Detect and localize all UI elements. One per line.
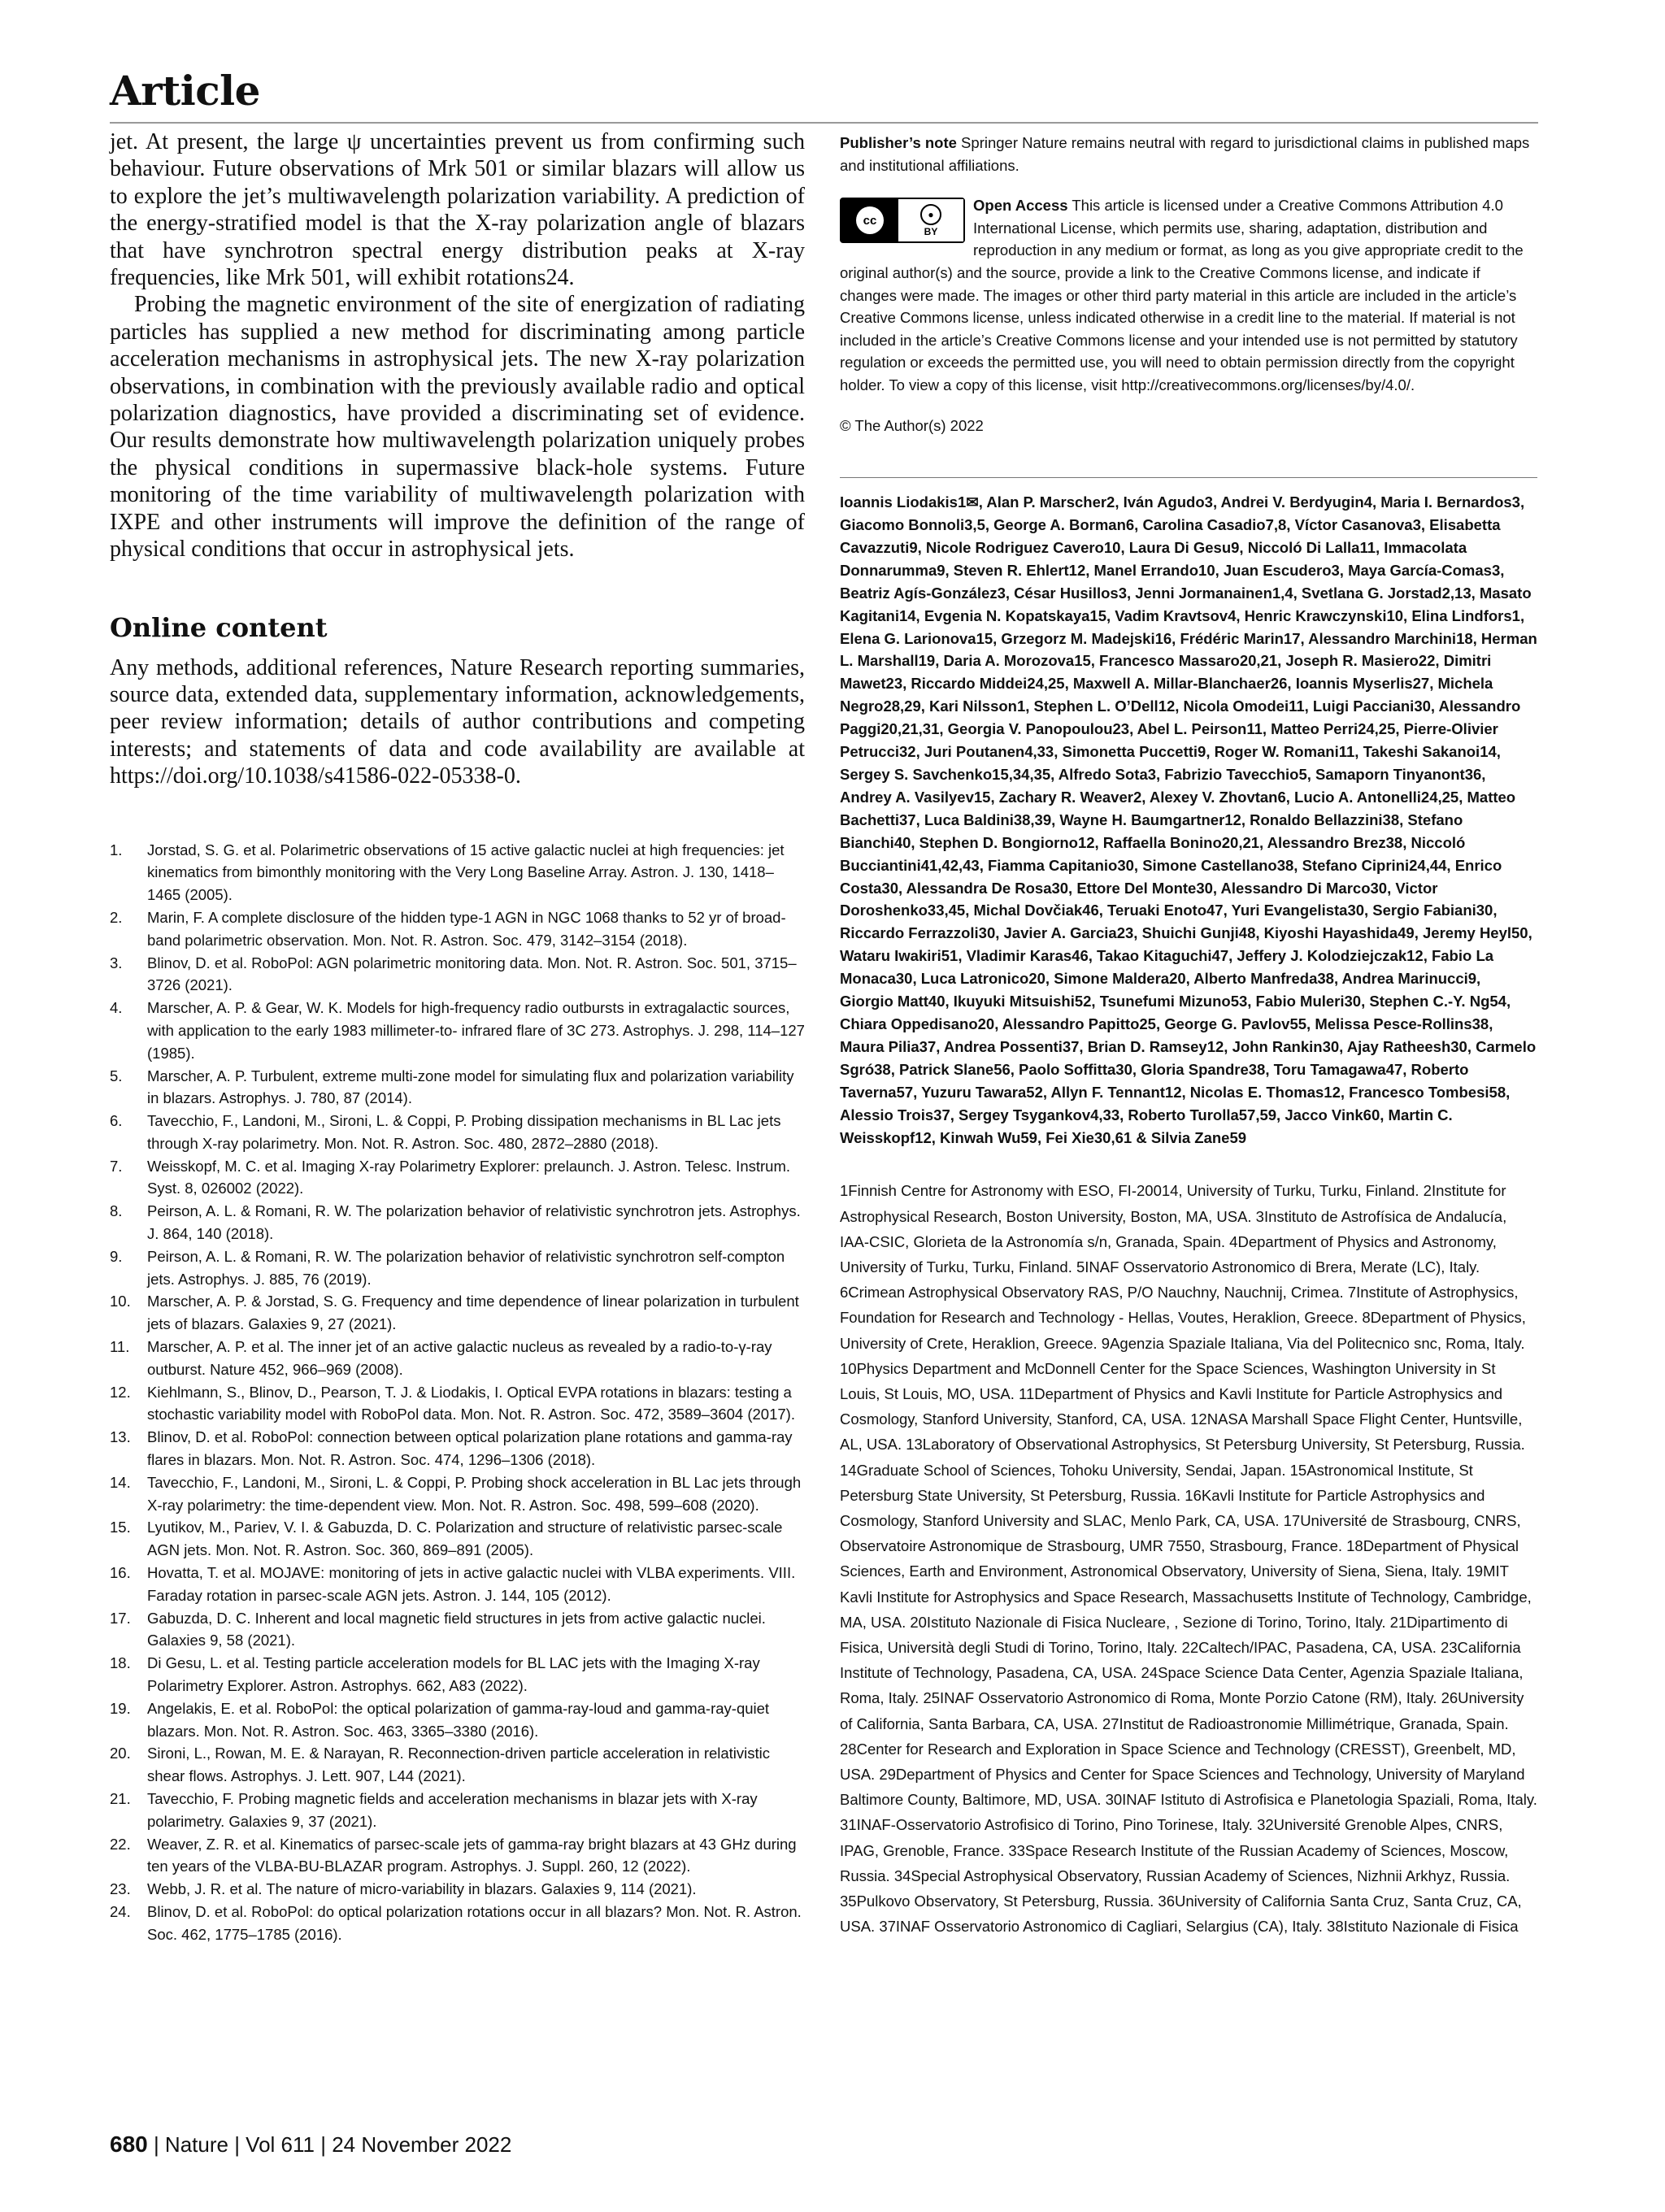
reference-list xyxy=(110,839,805,1946)
reference-number: 4. xyxy=(110,999,123,1017)
online-content-heading: Online content xyxy=(110,611,328,643)
reference-item xyxy=(110,1381,805,1427)
reference-item xyxy=(110,1878,805,1901)
reference-item xyxy=(110,1245,805,1291)
reference-text: Sironi, L., Rowan, M. E. & Narayan, R. Reconnection-driven particle acceleration in relativistic shear flows. Astrophys. J. Lett. 907, L44 (2021). xyxy=(147,1745,771,1785)
reference-text: Marin, F. A complete disclosure of the hidden type-1 AGN in NGC 1068 thanks to 52 yr of broad-band polarimetric observation. Mon. Not. R. Astron. Soc. 479, 3142–3154 (2018). xyxy=(147,908,786,949)
reference-item xyxy=(110,1562,805,1607)
reference-item xyxy=(110,1471,805,1517)
reference-number: 7. xyxy=(110,1157,123,1175)
reference-text: Marscher, A. P. & Gear, W. K. Models for high-frequency radio outbursts in extragalactic sources, with application to the early 1983 millimeter-to- infrared flare of 3C 273. Astrophys. J. 298, 114–127 (1985). xyxy=(147,999,805,1062)
right-column xyxy=(840,132,1537,1940)
page-number: 680 xyxy=(110,2132,148,2157)
reference-number: 2. xyxy=(110,908,123,926)
reference-item xyxy=(110,1788,805,1833)
page-footer xyxy=(110,2132,511,2158)
reference-text: Tavecchio, F., Landoni, M., Sironi, L. & Coppi, P. Probing shock acceleration in BL Lac jets through X-ray polarimetry: the time-dependent view. Mon. Not. R. Astron. Soc. 498, 599–608 (2020). xyxy=(147,1473,802,1514)
reference-item xyxy=(110,1516,805,1562)
open-access-block xyxy=(840,194,1537,396)
by-label: BY xyxy=(924,225,938,237)
affiliation-list: 1Finnish Centre for Astronomy with ESO, FI-20014, University of Turku, Turku, Finland. 2Institute for Astrophysical Research, Boston University, Boston, MA, USA. 3Instituto de Astrofísica de Andalucía, IAA-CSIC, Glorieta de la Astronomía s/n, Granada, Spain. 4Department of Physics and Astronomy, University of Turku, Turku, Finland. 5INAF Osservatorio Astronomico di Brera, Merate (LC), Italy. 6Crimean Astrophysical Observatory RAS, P/O Nauchny, Nauchnij, Crimea. 7Institute of Astrophysics, Foundation for Research and Technology - Hellas, Voutes, Heraklion, Greece. 8Department of Physics, University of Crete, Heraklion, Greece. 9Agenzia Spaziale Italiana, Via del Politecnico snc, Roma, Italy. 10Physics Department and McDonnell Center for the Space Sciences, Washington University in St Louis, St Louis, MO, USA. 11Department of Physics and Kavli Institute for Particle Astrophysics and Cosmology, Stanford University, Stanford, CA, USA. 12NASA Marshall Space Flight Center, Huntsville, AL, USA. 13Laboratory of Observational Astrophysics, St Petersburg University, St Petersburg, Russia. 14Graduate School of Sciences, Tohoku University, Sendai, Japan. 15Astronomical Institute, St Petersburg State University, St Petersburg, Russia. 16Kavli Institute for Particle Astrophysics and Cosmology, Stanford University and SLAC, Menlo Park, CA, USA. 17Université de Strasbourg, CNRS, Observatoire Astronomique de Strasbourg, UMR 7550, Strasbourg, France. 18Department of Physical Sciences, Earth and Environment, Astronomical Observatory, University of Siena, Siena, Italy. 19MIT Kavli Institute for Astrophysics and Space Research, Massachusetts Institute of Technology, Cambridge, MA, USA. 20Istituto Nazionale di Fisica Nucleare, , Sezione di Torino, Torino, Italy. 21Dipartimento di Fisica, Università degli Studi di Torino, Torino, Italy. 22Caltech/IPAC, Pasadena, CA, USA. 23California Institute of Technology, Pasadena, CA, USA. 24Space Science Data Center, Agenzia Spaziale Italiana, Roma, Italy. 25INAF Osservatorio Astronomico di Roma, Monte Porzio Catone (RM), Italy. 26University of California, Santa Barbara, CA, USA. 27Institut de Radioastronomie Millimétrique, Granada, Spain. 28Center for Research and Exploration in Space Science and Technology (CRESST), Greenbelt, MD, USA. 29Department of Physics and Center for Space Sciences and Technology, University of Maryland Baltimore County, Baltimore, MD, USA. 30INAF Istituto di Astrofisica e Planetologia Spaziali, Roma, Italy. 31INAF-Osservatorio Astrofisico di Torino, Pino Torinese, Italy. 32Université Grenoble Alpes, CNRS, IPAG, Grenoble, France. 33Space Research Institute of the Russian Academy of Sciences, Moscow, Russia. 34Special Astrophysical Observatory, Russian Academy of Sciences, Nizhnii Arkhyz, Russia. 35Pulkovo Observatory, St Petersburg, Russia. 36University of California Santa Cruz, Santa Cruz, CA, USA. 37INAF Osservatorio Astronomico di Cagliari, Selargius (CA), Italy. 38Istituto Nazionale di Fisica xyxy=(840,1182,1537,1936)
reference-number: 13. xyxy=(110,1428,131,1446)
left-column xyxy=(110,128,805,1946)
reference-number: 12. xyxy=(110,1383,131,1401)
body-paragraph-1: jet. At present, the large ψ uncertainties prevent us from confirming such behaviour. Future observations of Mrk 501 or similar blazars will allow us to explore the jet’s multiwavelength polarization variability. A prediction of the energy-stratified model is that the X-ray polarization angle of blazars that have synchrotron spectral energy distribution peaks at X-ray frequencies, like Mrk 501, will exhibit rotations24. xyxy=(110,129,805,291)
reference-number: 10. xyxy=(110,1293,131,1310)
reference-text: Angelakis, E. et al. RoboPol: the optical polarization of gamma-ray-loud and gamma-ray-quiet blazars. Mon. Not. R. Astron. Soc. 463, 3365–3380 (2016). xyxy=(147,1699,770,1740)
volume-label: Vol 611 xyxy=(246,2132,315,2157)
footer-separator: | xyxy=(228,2132,246,2157)
author-list: Ioannis Liodakis1✉, Alan P. Marscher2, Iván Agudo3, Andrei V. Berdyugin4, Maria I. Bernardos3, Giacomo Bonnoli3,5, George A. Borman6, Carolina Casadio7,8, Víctor Casanova3, Elisabetta Cavazzuti9, Nicole Rodriguez Cavero10, Laura Di Gesu9, Niccoló Di Lalla11, Immacolata Donnarumma9, Steven R. Ehlert12, Manel Errando10, Juan Escudero3, Maya García-Comas3, Beatriz Agís-González3, César Husillos3, Jenni Jormanainen1,4, Svetlana G. Jorstad2,13, Masato Kagitani14, Evgenia N. Kopatskaya15, Vadim Kravtsov4, Henric Krawczynski10, Elina Lindfors1, Elena G. Larionova15, Grzegorz M. Madejski16, Frédéric Marin17, Alessandro Marchini18, Herman L. Marshall19, Daria A. Morozova15, Francesco Massaro20,21, Joseph R. Masiero22, Dimitri Mawet23, Riccardo Middei24,25, Maxwell A. Millar-Blanchaer26, Ioannis Myserlis27, Michela Negro28,29, Kari Nilsson1, Stephen L. O’Dell12, Nicola Omodei11, Luigi Pacciani30, Alessandro Paggi20,21,31, Georgia V. Panopoulou23, Abel L. Peirson11, Matteo Perri24,25, Pierre-Olivier Petrucci32, Juri Poutanen4,33, Simonetta Puccetti9, Roger W. Romani11, Takeshi Sakanoi14, Sergey S. Savchenko15,34,35, Alfredo Sota3, Fabrizio Tavecchio5, Samaporn Tinyanont36, Andrey A. Vasilyev15, Zachary R. Weaver2, Alexey V. Zhovtan6, Lucio A. Antonelli24,25, Matteo Bachetti37, Luca Baldini38,39, Wayne H. Baumgartner12, Ronaldo Bellazzini38, Stefano Bianchi40, Stephen D. Bongiorno12, Raffaella Bonino20,21, Alessandro Brez38, Niccoló Bucciantini41,42,43, Fiamma Capitanio30, Simone Castellano38, Stefano Ciprini24,44, Enrico Costa30, Alessandra De Rosa30, Ettore Del Monte30, Alessandro Di Marco30, Victor Doroshenko33,45, Michal Dovčiak46, Teruaki Enoto47, Yuri Evangelista30, Sergio Fabiani30, Riccardo Ferrazzoli30, Javier A. Garcia23, Shuichi Gunji48, Kiyoshi Hayashida49, Jeremy Heyl50, Wataru Iwakiri51, Vladimir Karas46, Takao Kitaguchi47, Jeffery J. Kolodziejczak12, Fabio La Monaca30, Luca Latronico20, Simone Maldera20, Alberto Manfreda38, Andrea Marinucci9, Giorgio Matt40, Ikuyuki Mitsuishi52, Tsunefumi Mizuno53, Fabio Muleri30, Stephen C.-Y. Ng54, Chiara Oppedisano20, Alessandro Papitto25, George G. Pavlov55, Melissa Pesce-Rollins38, Maura Pilia37, Andrea Possenti37, Brian D. Ramsey12, John Rankin30, Ajay Ratheesh30, Carmelo Sgró38, Patrick Slane56, Paolo Soffitta30, Gloria Spandre38, Toru Tamagawa47, Roberto Taverna57, Yuzuru Tawara52, Allyn F. Tennant12, Nicolas E. Thomas12, Francesco Tombesi58, Alessio Trois37, Sergey Tsygankov4,33, Roberto Turolla57,59, Jacco Vink60, Martin C. Weisskopf12, Kinwah Wu59, Fei Xie30,61 & Silvia Zane59 xyxy=(840,493,1537,1146)
reference-text: Marscher, A. P. & Jorstad, S. G. Frequency and time dependence of linear polarization in turbulent jets of blazars. Galaxies 9, 27 (2021). xyxy=(147,1293,799,1333)
reference-item xyxy=(110,1652,805,1697)
reference-number: 6. xyxy=(110,1112,123,1130)
reference-text: Peirson, A. L. & Romani, R. W. The polarization behavior of relativistic synchrotron self-compton jets. Astrophys. J. 885, 76 (2019). xyxy=(147,1247,785,1288)
footer-separator: | xyxy=(315,2132,333,2157)
reference-number: 11. xyxy=(110,1338,130,1356)
reference-item xyxy=(110,1155,805,1201)
reference-text: Jorstad, S. G. et al. Polarimetric observations of 15 active galactic nuclei at high frequencies: jet kinematics from bimonthly monitoring with the Very Long Baseline Array. Astron. J. 130, 1418–1465 (2005). xyxy=(147,841,785,904)
reference-number: 24. xyxy=(110,1902,131,1920)
publisher-note-label: Publisher’s note xyxy=(840,134,957,151)
reference-number: 14. xyxy=(110,1473,131,1491)
reference-number: 1. xyxy=(110,841,123,858)
reference-item xyxy=(110,1742,805,1788)
reference-item xyxy=(110,1110,805,1155)
reference-text: Hovatta, T. et al. MOJAVE: monitoring of jets in active galactic nuclei with VLBA experiments. VIII. Faraday rotation in parsec-scale AGN jets. Astron. J. 144, 105 (2012). xyxy=(147,1564,796,1604)
authors-divider xyxy=(840,477,1537,478)
reference-text: Blinov, D. et al. RoboPol: connection between optical polarization plane rotations and gamma-ray flares in blazars. Mon. Not. R. Astron. Soc. 474, 1296–1306 (2018). xyxy=(147,1428,793,1469)
by-icon xyxy=(898,199,963,241)
reference-text: Gabuzda, D. C. Inherent and local magnetic field structures in jets from active galactic nuclei. Galaxies 9, 58 (2021). xyxy=(147,1609,766,1649)
reference-item xyxy=(110,1336,805,1381)
footer-separator: | xyxy=(147,2132,165,2157)
reference-text: Di Gesu, L. et al. Testing particle acceleration models for BL LAC jets with the Imaging X-ray Polarimetry Explorer. Astron. Astrophys. 662, A83 (2022). xyxy=(147,1654,760,1695)
reference-number: 5. xyxy=(110,1067,123,1084)
reference-number: 21. xyxy=(110,1790,131,1807)
reference-text: Tavecchio, F., Landoni, M., Sironi, L. & Coppi, P. Probing dissipation mechanisms in BL Lac jets through X-ray polarimetry. Mon. Not. R. Astron. Soc. 480, 2872–2880 (2018). xyxy=(147,1112,781,1152)
reference-item xyxy=(110,839,805,906)
reference-text: Peirson, A. L. & Romani, R. W. The polarization behavior of relativistic synchrotron jets. Astrophys. J. 864, 140 (2018). xyxy=(147,1202,801,1243)
reference-number: 18. xyxy=(110,1654,131,1672)
reference-text: Marscher, A. P. Turbulent, extreme multi-zone model for simulating flux and polarization variability in blazars. Astrophys. J. 780, 87 (2014). xyxy=(147,1067,794,1107)
reference-text: Marscher, A. P. et al. The inner jet of an active galactic nucleus as revealed by a radio-to-γ-ray outburst. Nature 452, 966–969 (2008). xyxy=(147,1338,772,1378)
cc-by-license-badge[interactable] xyxy=(840,198,965,243)
reference-text: Blinov, D. et al. RoboPol: do optical polarization rotations occur in all blazars? Mon. Not. R. Astron. Soc. 462, 1775–1785 (2016). xyxy=(147,1902,802,1943)
reference-number: 8. xyxy=(110,1202,123,1220)
reference-text: Weisskopf, M. C. et al. Imaging X-ray Polarimetry Explorer: prelaunch. J. Astron. Telesc. Instrum. Syst. 8, 026002 (2022). xyxy=(147,1157,790,1197)
issue-date: 24 November 2022 xyxy=(332,2132,512,2157)
reference-number: 16. xyxy=(110,1564,131,1582)
open-access-body: This article is licensed under a Creative Commons Attribution 4.0 International License, which permits use, sharing, adaptation, distribution and reproduction in any medium or format, as long as you give appropriate credit to the original author(s) and the source, provide a link to the Creative Commons license, and indicate if changes were made. The images or other third party material in this article are included in the article’s Creative Commons license, unless indicated otherwise in a credit line to the material. If material is not included in the article’s Creative Commons license and your intended use is not permitted by statutory regulation or exceeds the permitted use, you will need to obtain permission directly from the copyright holder. To view a copy of this license, visit http://creativecommons.org/licenses/by/4.0/. xyxy=(840,197,1524,393)
reference-item xyxy=(110,1833,805,1879)
reference-item xyxy=(110,1697,805,1743)
copyright-line: © The Author(s) 2022 xyxy=(840,416,984,434)
reference-text: Kiehlmann, S., Blinov, D., Pearson, T. J. & Liodakis, I. Optical EVPA rotations in blazars: testing a stochastic variability model with RoboPol data. Mon. Not. R. Astron. Soc. 472, 3589–3604 (2017). xyxy=(147,1383,795,1423)
reference-item xyxy=(110,1065,805,1110)
publisher-note xyxy=(840,132,1537,176)
reference-item xyxy=(110,952,805,997)
reference-number: 20. xyxy=(110,1745,131,1762)
reference-item xyxy=(110,1426,805,1471)
journal-name: Nature xyxy=(164,2132,228,2157)
reference-text: Weaver, Z. R. et al. Kinematics of parsec-scale jets of gamma-ray bright blazars at 43 GHz during ten years of the VLBA-BU-BLAZAR program. Astrophys. J. Suppl. 260, 12 (2022). xyxy=(147,1835,797,1875)
reference-number: 22. xyxy=(110,1835,131,1853)
reference-number: 17. xyxy=(110,1609,131,1627)
reference-number: 3. xyxy=(110,954,123,971)
reference-number: 15. xyxy=(110,1519,131,1536)
article-label: Article xyxy=(110,67,260,115)
reference-item xyxy=(110,906,805,952)
online-content-text: Any methods, additional references, Nature Research reporting summaries, source data, extended data, supplementary information, acknowledgements, peer review information; details of author contributions and competing interests; and statements of data and code availability are available at https://doi.org/10.1038/s41586-022-05338-0. xyxy=(110,654,805,789)
person-icon: ● xyxy=(920,204,941,225)
reference-number: 19. xyxy=(110,1699,131,1717)
reference-number: 9. xyxy=(110,1247,123,1265)
reference-text: Lyutikov, M., Pariev, V. I. & Gabuzda, D. C. Polarization and structure of relativistic parsec-scale AGN jets. Mon. Not. R. Astron. Soc. 360, 869–891 (2005). xyxy=(147,1519,783,1559)
publisher-note-text: Springer Nature remains neutral with regard to jurisdictional claims in published maps and institutional affiliations. xyxy=(840,134,1530,174)
reference-text: Tavecchio, F. Probing magnetic fields and acceleration mechanisms in blazar jets with X-ray polarimetry. Galaxies 9, 37 (2021). xyxy=(147,1790,758,1830)
article-header xyxy=(110,67,260,115)
cc-icon xyxy=(841,199,898,241)
reference-item xyxy=(110,1200,805,1245)
open-access-label: Open Access xyxy=(973,197,1068,215)
reference-text: Blinov, D. et al. RoboPol: AGN polarimetric monitoring data. Mon. Not. R. Astron. Soc. 501, 3715–3726 (2021). xyxy=(147,954,797,994)
reference-item xyxy=(110,1901,805,1946)
body-paragraph-2: Probing the magnetic environment of the site of energization of radiating particles has supplied a new method for discriminating among particle acceleration mechanisms in astrophysical jets. The new X-ray polarization observations, in combination with the previously available radio and optical polarization diagnostics, have provided a discriminating set of evidence. Our results demonstrate how multiwavelength polarization uniquely probes the physical conditions in supermassive black-hole systems. Future monitoring of the time variability of multiwavelength polarization with IXPE and other instruments will improve the definition of the range of physical conditions that occur in astrophysical jets. xyxy=(110,292,805,563)
cc-circle-label: cc xyxy=(856,206,884,234)
header-divider xyxy=(110,122,1538,124)
reference-item xyxy=(110,1607,805,1653)
reference-item xyxy=(110,997,805,1064)
reference-item xyxy=(110,1290,805,1336)
reference-text: Webb, J. R. et al. The nature of micro-variability in blazars. Galaxies 9, 114 (2021). xyxy=(147,1880,697,1898)
reference-number: 23. xyxy=(110,1880,131,1898)
